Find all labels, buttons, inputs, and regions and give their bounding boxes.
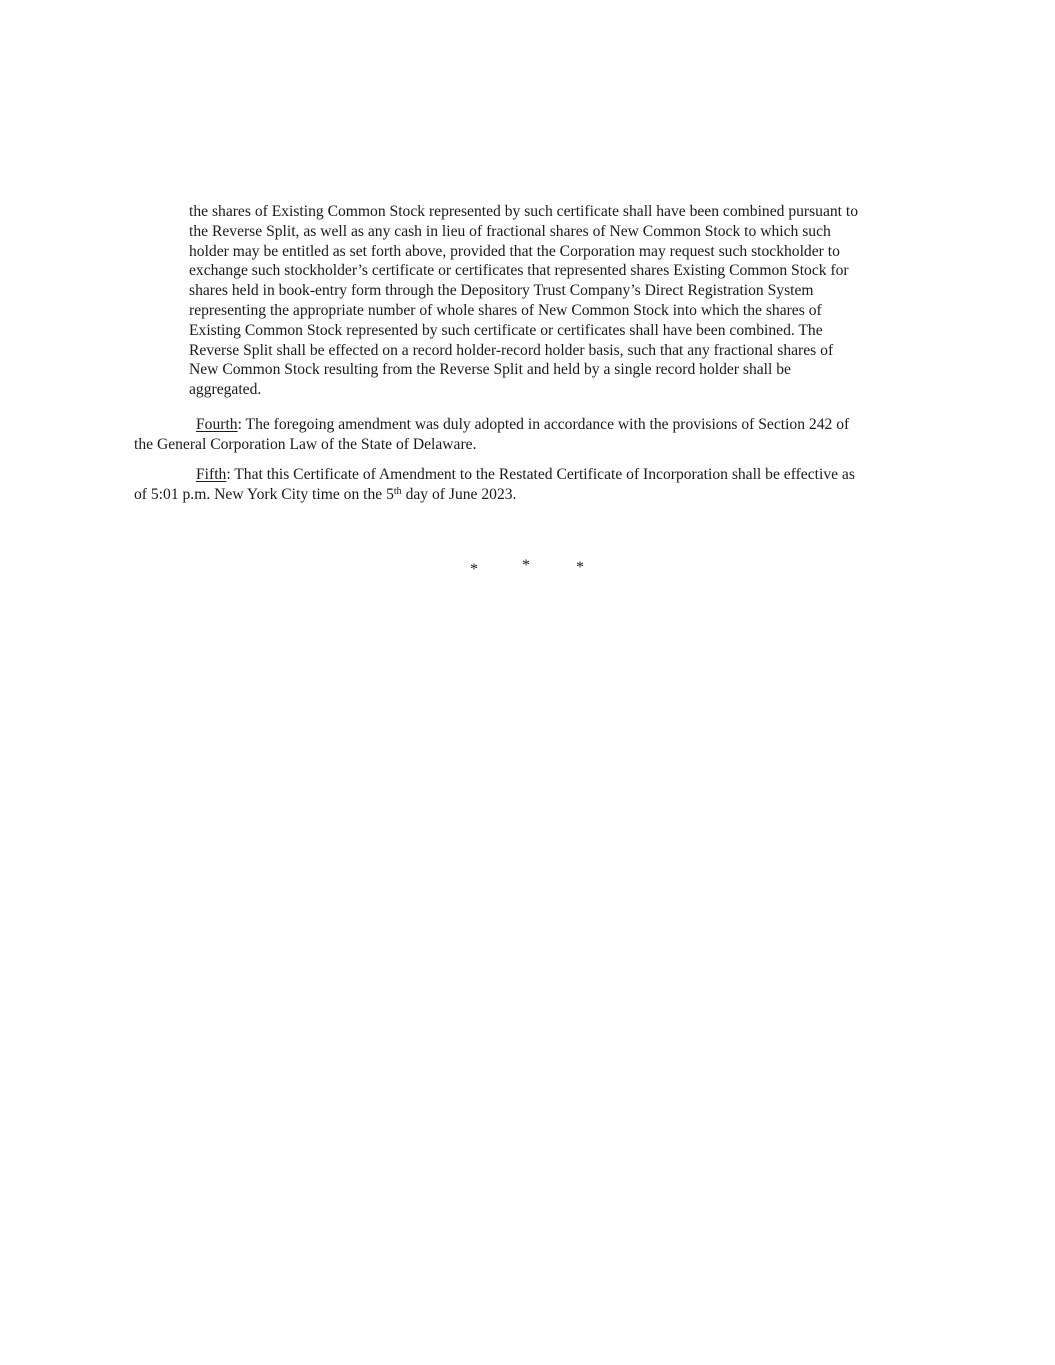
paragraph-line: Existing Common Stock represented by such certificate or certificates shall have been combined. The bbox=[189, 321, 823, 339]
continued-paragraph bbox=[189, 202, 937, 400]
asterisk-mark: * bbox=[576, 559, 584, 576]
paragraph-line: representing the appropriate number of whole shares of New Common Stock into which the shares of bbox=[189, 301, 822, 319]
paragraph-line: Reverse Split shall be effected on a record holder-record holder basis, such that any fractional shares of bbox=[189, 341, 834, 359]
fifth-paragraph bbox=[134, 465, 934, 505]
paragraph-line: the Reverse Split, as well as any cash in lieu of fractional shares of New Common Stock to which such bbox=[189, 222, 831, 240]
fourth-heading: Fourth bbox=[196, 416, 238, 433]
fourth-text: : The foregoing amendment was duly adopted in accordance with the provisions of Section 242 of bbox=[237, 416, 850, 433]
paragraph-line: holder may be entitled as set forth above, provided that the Corporation may request such stockholder to bbox=[189, 242, 840, 260]
fifth-line-1 bbox=[134, 465, 934, 485]
asterisk-mark: * bbox=[470, 561, 478, 578]
fifth-text: : That this Certificate of Amendment to the Restated Certificate of Incorporation shall be effective as bbox=[226, 466, 855, 483]
fifth-line-2 bbox=[134, 485, 934, 505]
paragraph-line: shares held in book-entry form through the Depository Trust Company’s Direct Registration System bbox=[189, 282, 814, 300]
ordinal-suffix: th bbox=[393, 485, 402, 497]
asterisk-mark: * bbox=[522, 557, 530, 574]
paragraph-line: the shares of Existing Common Stock represented by such certificate shall have been combined pursuant to bbox=[189, 203, 859, 220]
fifth-heading: Fifth bbox=[196, 466, 227, 483]
fourth-line-2: the General Corporation Law of the State of Delaware. bbox=[134, 435, 477, 453]
fourth-paragraph bbox=[134, 415, 934, 455]
paragraph-line: exchange such stockholder’s certificate or certificates that represented shares Existing Common Stock for bbox=[189, 262, 849, 280]
paragraph-line: aggregated. bbox=[189, 381, 262, 399]
fifth-date-text: of 5:01 p.m. New York City time on the 5 bbox=[134, 485, 394, 503]
fifth-date-tail: day of June 2023. bbox=[401, 485, 517, 503]
paragraph-line: New Common Stock resulting from the Reverse Split and held by a single record holder shall be bbox=[189, 361, 791, 379]
fourth-line-1 bbox=[134, 415, 934, 435]
